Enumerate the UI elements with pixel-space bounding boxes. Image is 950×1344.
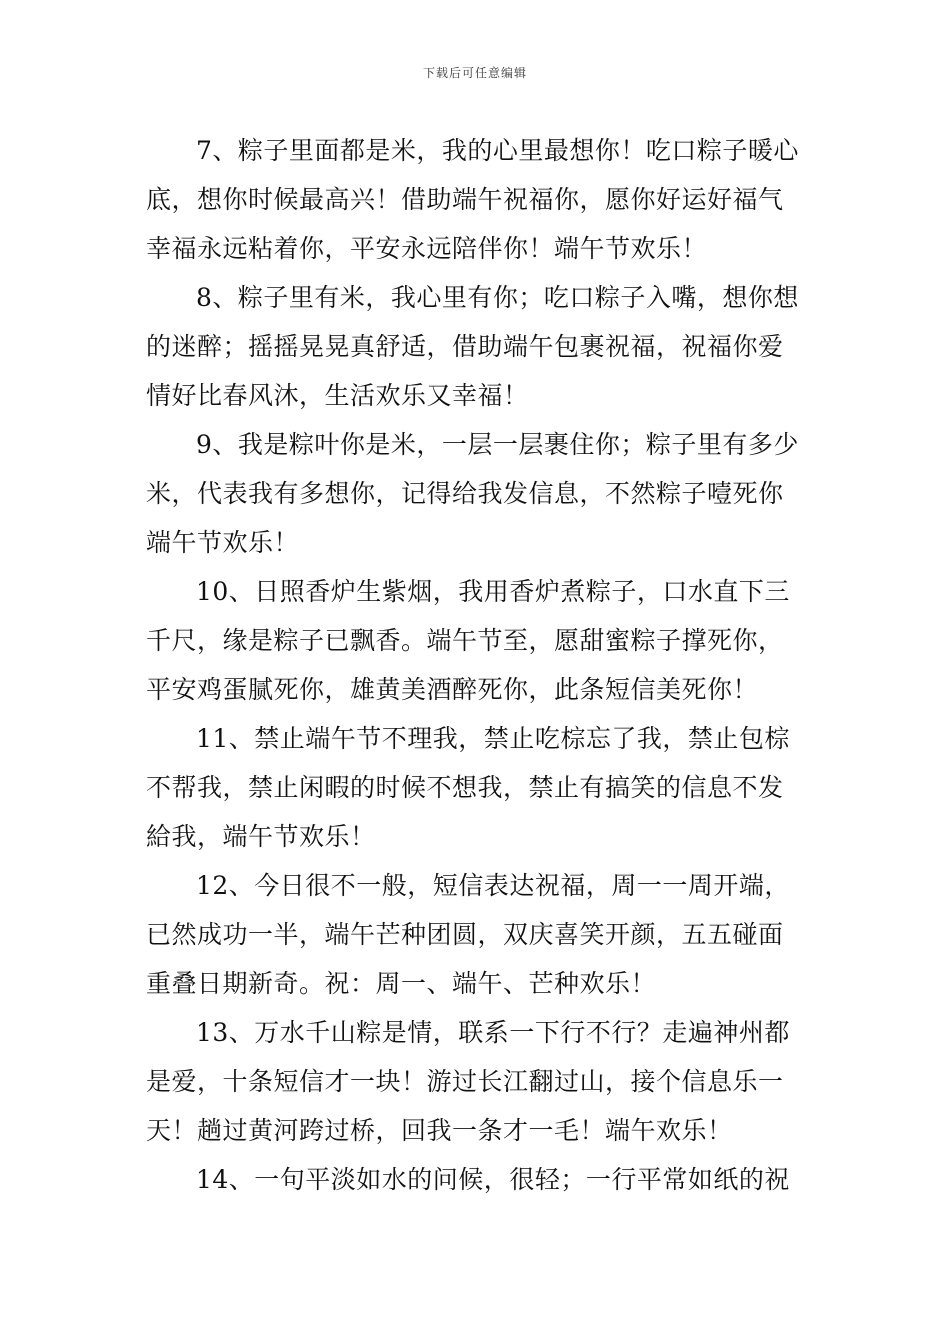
paragraph-line: 情好比春风沐，生活欢乐又幸福！ bbox=[146, 381, 529, 410]
paragraph-line: 的迷醉；摇摇晃晃真舒适，借助端午包裹祝福，祝福你爱 bbox=[146, 332, 784, 361]
paragraph-line: 12、今日很不一般，短信表达祝福，周一一周开端， bbox=[196, 871, 790, 900]
paragraph-line: 千尺，缘是粽子已飘香。端午节至，愿甜蜜粽子撑死你， bbox=[146, 626, 784, 655]
paragraph-13 bbox=[146, 1008, 806, 1155]
paragraph-12 bbox=[146, 861, 806, 1008]
paragraph-line: 9、我是粽叶你是米，一层一层裹住你；粽子里有多少 bbox=[196, 430, 799, 459]
paragraph-11 bbox=[146, 714, 806, 861]
paragraph-10 bbox=[146, 567, 806, 714]
paragraph-line: 給我，端午节欢乐！ bbox=[146, 822, 376, 851]
paragraph-line: 已然成功一半，端午芒种团圆，双庆喜笑开颜，五五碰面 bbox=[146, 920, 784, 949]
paragraph-line: 11、禁止端午节不理我，禁止吃棕忘了我，禁止包棕 bbox=[196, 724, 790, 753]
paragraph-line: 是爱，十条短信才一块！游过长江翻过山，接个信息乐一 bbox=[146, 1067, 784, 1096]
paragraph-line: 10、日照香炉生紫烟，我用香炉煮粽子，口水直下三 bbox=[196, 577, 790, 606]
paragraph-line: 不帮我，禁止闲暇的时候不想我，禁止有搞笑的信息不发 bbox=[146, 773, 784, 802]
paragraph-9 bbox=[146, 420, 806, 567]
paragraph-line: 14、一句平淡如水的问候，很轻；一行平常如纸的祝 bbox=[196, 1165, 790, 1194]
header-note: 下载后可任意编辑 bbox=[422, 66, 527, 80]
paragraph-line: 端午节欢乐！ bbox=[146, 528, 300, 557]
paragraph-8 bbox=[146, 273, 806, 420]
paragraph-line: 米，代表我有多想你，记得给我发信息，不然粽子噎死你 bbox=[146, 479, 784, 508]
paragraph-line: 8、粽子里有米，我心里有你；吃口粽子入嘴，想你想 bbox=[196, 283, 799, 312]
paragraph-14 bbox=[146, 1155, 806, 1204]
paragraph-line: 平安鸡蛋腻死你，雄黄美酒醉死你，此条短信美死你！ bbox=[146, 675, 759, 704]
paragraph-line: 重叠日期新奇。祝：周一、端午、芒种欢乐！ bbox=[146, 969, 657, 998]
paragraph-line: 7、粽子里面都是米，我的心里最想你！吃口粽子暖心 bbox=[196, 136, 799, 165]
paragraph-line: 幸福永远粘着你，平安永远陪伴你！端午节欢乐！ bbox=[146, 234, 708, 263]
paragraph-line: 天！趟过黄河跨过桥，回我一条才一毛！端午欢乐！ bbox=[146, 1116, 733, 1145]
paragraph-7 bbox=[146, 126, 806, 273]
paragraph-line: 底，想你时候最高兴！借助端午祝福你，愿你好运好福气 bbox=[146, 185, 784, 214]
body-text bbox=[146, 126, 806, 1204]
paragraph-line: 13、万水千山粽是情，联系一下行不行？走遍神州都 bbox=[196, 1018, 790, 1047]
